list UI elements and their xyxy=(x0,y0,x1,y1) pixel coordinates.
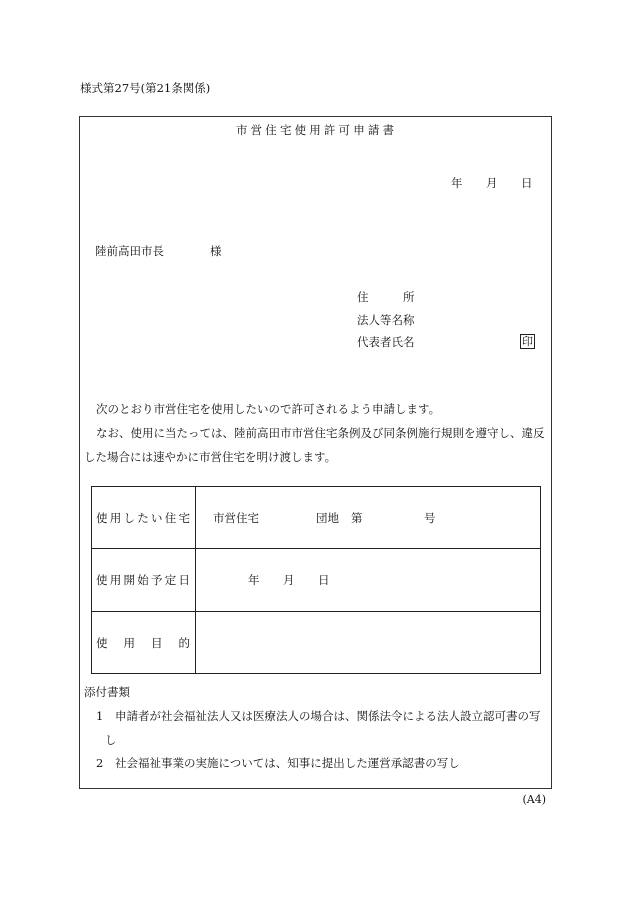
start-year-label: 年 xyxy=(248,573,260,587)
attachment-number: 1 xyxy=(96,709,104,723)
date-month-label: 月 xyxy=(486,176,498,190)
address-label: 住所 xyxy=(357,290,415,304)
table-label-cell xyxy=(92,549,196,611)
paper-size-note: (A4) xyxy=(522,793,546,806)
table-label-cell xyxy=(92,487,196,548)
body-line-2: なお、使用に当たっては、陸前高田市市営住宅条例及び同条例施行規則を遵守し、違反 xyxy=(96,426,545,440)
form-number: 様式第27号(第21条関係) xyxy=(80,81,211,95)
date-year-label: 年 xyxy=(451,176,463,190)
housing-complex-text: 団地 xyxy=(316,510,339,525)
table-row-start-date xyxy=(92,549,540,612)
date-day-label: 日 xyxy=(521,176,533,190)
body-line-1: 次のとおり市営住宅を使用したいので許可されるよう申請します。 xyxy=(96,402,441,416)
table-row-purpose xyxy=(92,612,540,673)
seal-mark: 印 xyxy=(522,335,533,348)
application-table xyxy=(91,486,541,674)
attachments-heading: 添付書類 xyxy=(84,685,130,699)
attachment-text: 申請者が社会福祉法人又は医療法人の場合は、関係法令による法人設立認可書の写 xyxy=(115,709,541,723)
housing-value-cell xyxy=(196,487,540,548)
start-date-label: 使用開始予定日 xyxy=(96,573,190,587)
attachment-text-continued: し xyxy=(105,733,117,747)
housing-number-prefix: 第 xyxy=(351,510,363,525)
form-title: 市営住宅使用許可申請書 xyxy=(236,123,394,137)
purpose-label: 使用目的 xyxy=(96,635,190,650)
representative-name-label: 代表者氏名 xyxy=(357,335,415,349)
addressee-name: 陸前高田市長 xyxy=(95,244,164,258)
start-date-value-cell xyxy=(196,549,540,611)
attachment-text: 社会福祉事業の実施については、知事に提出した運営承認書の写し xyxy=(115,756,460,770)
start-day-label: 日 xyxy=(318,573,330,587)
housing-label: 使用したい住宅 xyxy=(96,510,190,525)
attachment-number: 2 xyxy=(96,756,104,770)
start-month-label: 月 xyxy=(283,573,295,587)
housing-number-suffix: 号 xyxy=(424,510,436,525)
table-row-housing xyxy=(92,487,540,549)
corporation-name-label: 法人等名称 xyxy=(357,313,415,327)
body-line-3: した場合には速やかに市営住宅を明け渡します。 xyxy=(84,450,337,464)
table-label-cell xyxy=(92,612,196,673)
addressee-honorific: 様 xyxy=(210,244,222,258)
purpose-value-cell xyxy=(196,612,540,673)
housing-type-text: 市営住宅 xyxy=(213,510,259,525)
